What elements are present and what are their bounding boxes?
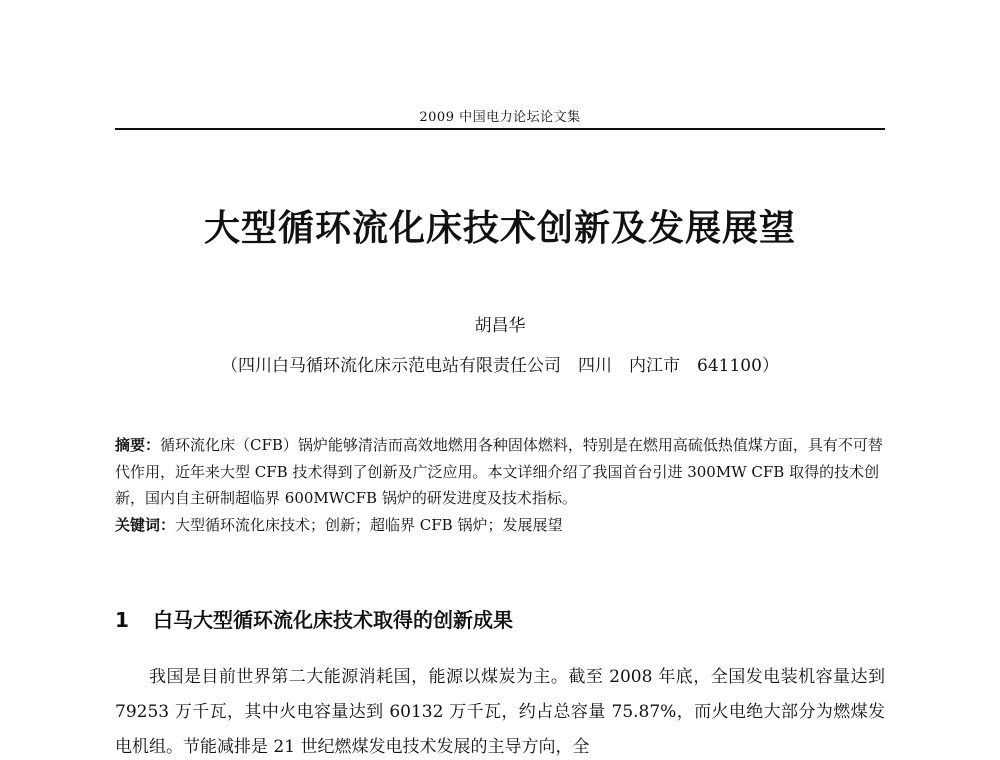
header-rule: [115, 128, 885, 130]
paper-title: 大型循环流化床技术创新及发展展望: [203, 208, 796, 249]
section-heading: [115, 604, 513, 633]
abstract-paragraph: [115, 432, 890, 512]
keywords-paragraph: [115, 512, 890, 539]
section-number: 1: [115, 608, 129, 632]
keywords-label: 关键词：: [115, 515, 176, 534]
author-affiliation: （四川白马循环流化床示范电站有限责任公司 四川 内江市 641100）: [221, 356, 779, 376]
abstract-text: 循环流化床（CFB）锅炉能够清洁而高效地燃用各种固体燃料，特别是在燃用高硫低热值煤方面，具有不可替代作用，近年来大型 CFB 技术得到了创新及广泛应用。本文详细介绍了我国首台引进 300MW CFB 取得的技术创新，国内自主研制超临界 600MWCFB 锅炉的研发进度及技术指标。: [115, 436, 883, 507]
body-paragraph: 我国是目前世界第二大能源消耗国，能源以煤炭为主。截至 2008 年底，全国发电装机容量达到 79253 万千瓦，其中火电容量达到 60132 万千瓦，约占总容量 75.87%，而火电绝大部分为燃煤发电机组。节能减排是 21 世纪燃煤发电技术发展的主导方向，全: [115, 667, 885, 757]
author-name: 胡昌华: [474, 316, 526, 336]
abstract-block: [115, 432, 890, 538]
abstract-label: 摘要：: [115, 436, 161, 454]
keywords-text: 大型循环流化床技术；创新；超临界 CFB 锅炉；发展展望: [175, 515, 563, 534]
section-title: 白马大型循环流化床技术取得的创新成果: [153, 608, 513, 632]
running-header: 2009 中国电力论坛论文集: [419, 110, 581, 125]
